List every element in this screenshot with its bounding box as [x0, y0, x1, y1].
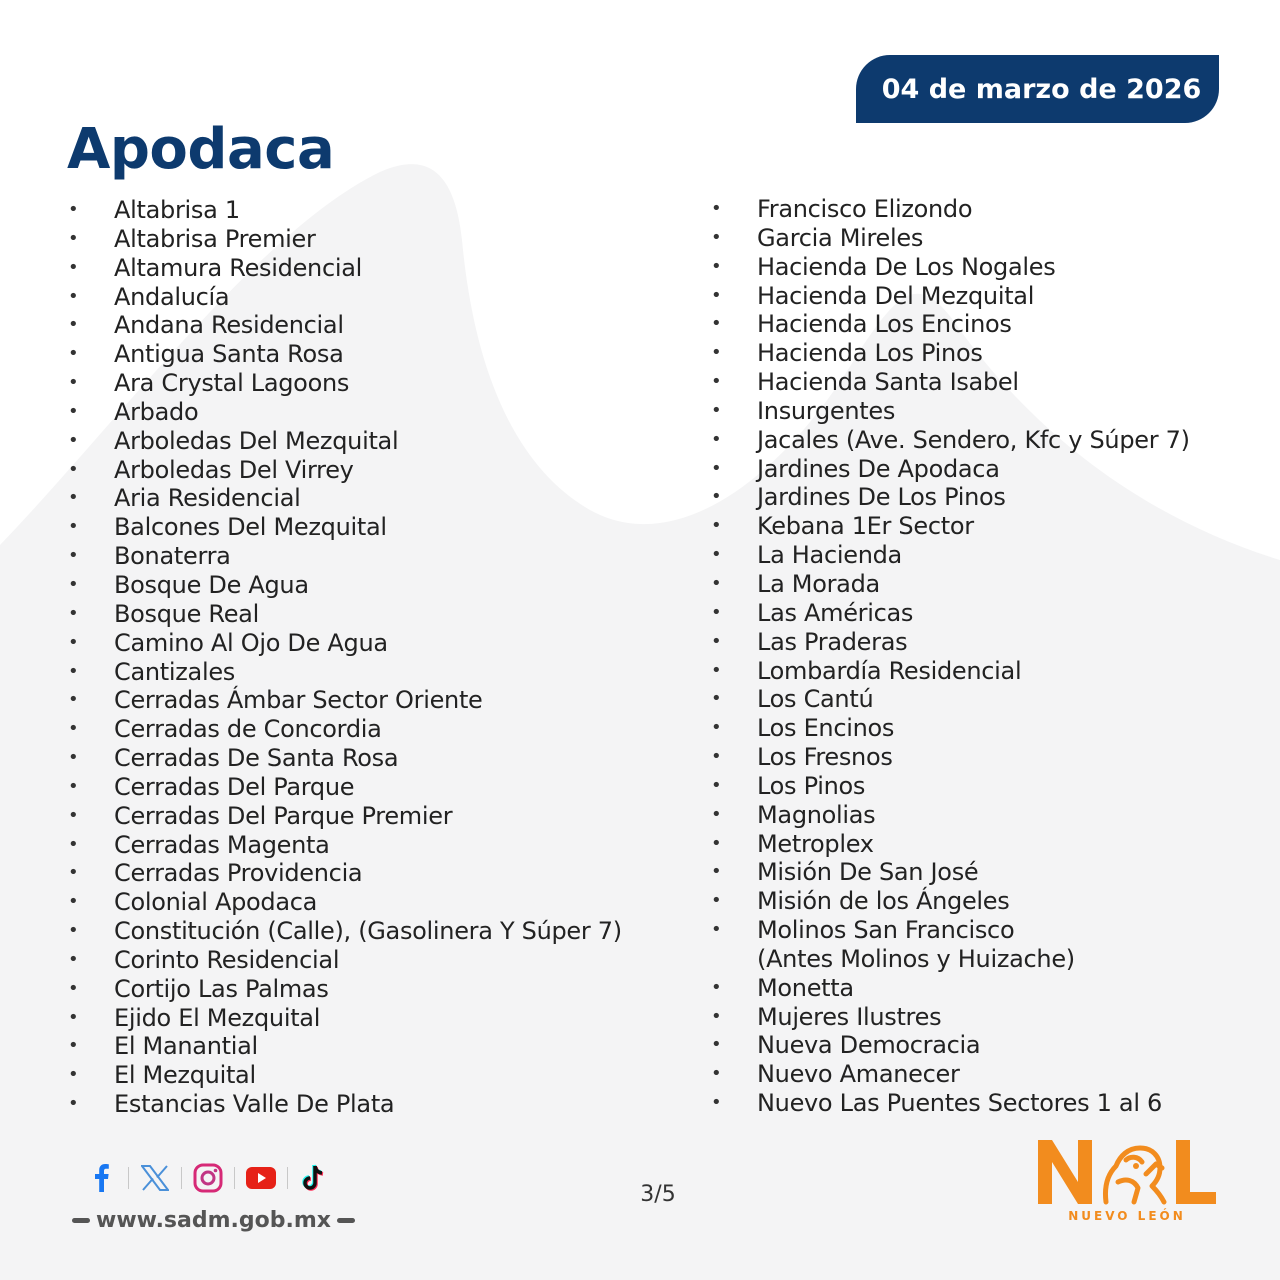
- list-item: • Cerradas Del Parque: [68, 773, 668, 802]
- list-item: • Kebana 1Er Sector: [711, 512, 1231, 541]
- list-item: • Hacienda Los Encinos: [711, 310, 1231, 339]
- x-icon[interactable]: [139, 1162, 171, 1194]
- list-item: • Arboledas Del Virrey: [68, 456, 668, 485]
- list-item-line1: Molinos San Francisco: [757, 916, 1015, 945]
- list-item-molinos: [711, 916, 1231, 974]
- list-item: • Camino Al Ojo De Agua: [68, 629, 668, 658]
- list-item: • Ara Crystal Lagoons: [68, 369, 668, 398]
- list-item: • Cantizales: [68, 658, 668, 687]
- list-item: • Altabrisa Premier: [68, 225, 668, 254]
- list-item: • Andana Residencial: [68, 311, 668, 340]
- list-item: • Hacienda Del Mezquital: [711, 282, 1231, 311]
- list-item: • Arbado: [68, 398, 668, 427]
- list-item: • Jardines De Los Pinos: [711, 483, 1231, 512]
- logo-subtitle: NUEVO LEÓN: [1068, 1209, 1186, 1223]
- list-item: • Los Cantú: [711, 685, 1231, 714]
- list-item: • Lombardía Residencial: [711, 657, 1231, 686]
- tiktok-icon[interactable]: [298, 1162, 330, 1194]
- youtube-icon[interactable]: [245, 1162, 277, 1194]
- list-item: • Nuevo Las Puentes Sectores 1 al 6: [711, 1089, 1231, 1118]
- page-title: Apodaca: [67, 117, 335, 182]
- list-item: • Corinto Residencial: [68, 946, 668, 975]
- list-item: • Los Encinos: [711, 714, 1231, 743]
- list-item: • Metroplex: [711, 830, 1231, 859]
- list-item: • Nueva Democracia: [711, 1031, 1231, 1060]
- list-item: • Garcia Mireles: [711, 224, 1231, 253]
- list-item: • Bosque De Agua: [68, 571, 668, 600]
- list-item: • Colonial Apodaca: [68, 888, 668, 917]
- list-item: • Jacales (Ave. Sendero, Kfc y Súper 7): [711, 426, 1231, 455]
- list-item: • Los Pinos: [711, 772, 1231, 801]
- list-item: • Cerradas De Santa Rosa: [68, 744, 668, 773]
- date-badge: [856, 55, 1219, 123]
- list-item: • Francisco Elizondo: [711, 195, 1231, 224]
- list-item: • Cerradas Ámbar Sector Oriente: [68, 686, 668, 715]
- list-item: • La Hacienda: [711, 541, 1231, 570]
- list-item-line2: (Antes Molinos y Huizache): [757, 944, 1075, 973]
- list-item: • Andalucía: [68, 283, 668, 312]
- list-item: • Hacienda Los Pinos: [711, 339, 1231, 368]
- facebook-icon[interactable]: [86, 1162, 118, 1194]
- neighborhood-list-left: [68, 196, 668, 1119]
- nl-logo-mark: [1034, 1136, 1220, 1208]
- list-item: • Los Fresnos: [711, 743, 1231, 772]
- list-item: • Ejido El Mezquital: [68, 1004, 668, 1033]
- date-text: 04 de marzo de 2026: [881, 73, 1202, 105]
- list-item: • Antigua Santa Rosa: [68, 340, 668, 369]
- nuevo-leon-logo: [1034, 1136, 1220, 1230]
- list-item: • Hacienda De Los Nogales: [711, 253, 1231, 282]
- website-url: www.sadm.gob.mx: [96, 1207, 331, 1233]
- page-number: 3/5: [640, 1182, 676, 1207]
- list-item: • Estancias Valle De Plata: [68, 1090, 668, 1119]
- list-item: • Constitución (Calle), (Gasolinera Y Súper 7): [68, 917, 668, 946]
- list-item: • Cerradas Providencia: [68, 859, 668, 888]
- list-item: • Cerradas Del Parque Premier: [68, 802, 668, 831]
- divider: [128, 1167, 129, 1189]
- list-item: • La Morada: [711, 570, 1231, 599]
- list-item: • Las Praderas: [711, 628, 1231, 657]
- list-item: • Misión De San José: [711, 858, 1231, 887]
- divider: [234, 1167, 235, 1189]
- list-item: • Nuevo Amanecer: [711, 1060, 1231, 1089]
- list-item: • Balcones Del Mezquital: [68, 513, 668, 542]
- website-link[interactable]: [66, 1204, 361, 1236]
- instagram-icon[interactable]: [192, 1162, 224, 1194]
- list-item: • Arboledas Del Mezquital: [68, 427, 668, 456]
- list-item: • Bosque Real: [68, 600, 668, 629]
- list-item: • Hacienda Santa Isabel: [711, 368, 1231, 397]
- list-item: • Mujeres Ilustres: [711, 1003, 1231, 1032]
- list-item: • Cerradas de Concordia: [68, 715, 668, 744]
- dash-left: [72, 1218, 90, 1223]
- dash-right: [337, 1218, 355, 1223]
- list-item: • Aria Residencial: [68, 484, 668, 513]
- list-item: • Las Américas: [711, 599, 1231, 628]
- divider: [287, 1167, 288, 1189]
- list-item: • Jardines De Apodaca: [711, 455, 1231, 484]
- list-item: • Monetta: [711, 974, 1231, 1003]
- divider: [181, 1167, 182, 1189]
- social-links: [86, 1158, 330, 1198]
- list-item: • Altabrisa 1: [68, 196, 668, 225]
- list-item: • Bonaterra: [68, 542, 668, 571]
- list-item: • Insurgentes: [711, 397, 1231, 426]
- list-item: • Cortijo Las Palmas: [68, 975, 668, 1004]
- list-item: • El Mezquital: [68, 1061, 668, 1090]
- list-item: • El Manantial: [68, 1032, 668, 1061]
- list-item: • Misión de los Ángeles: [711, 887, 1231, 916]
- list-item: • Altamura Residencial: [68, 254, 668, 283]
- list-item: • Magnolias: [711, 801, 1231, 830]
- list-item: • Cerradas Magenta: [68, 831, 668, 860]
- neighborhood-list-right: [711, 195, 1231, 1118]
